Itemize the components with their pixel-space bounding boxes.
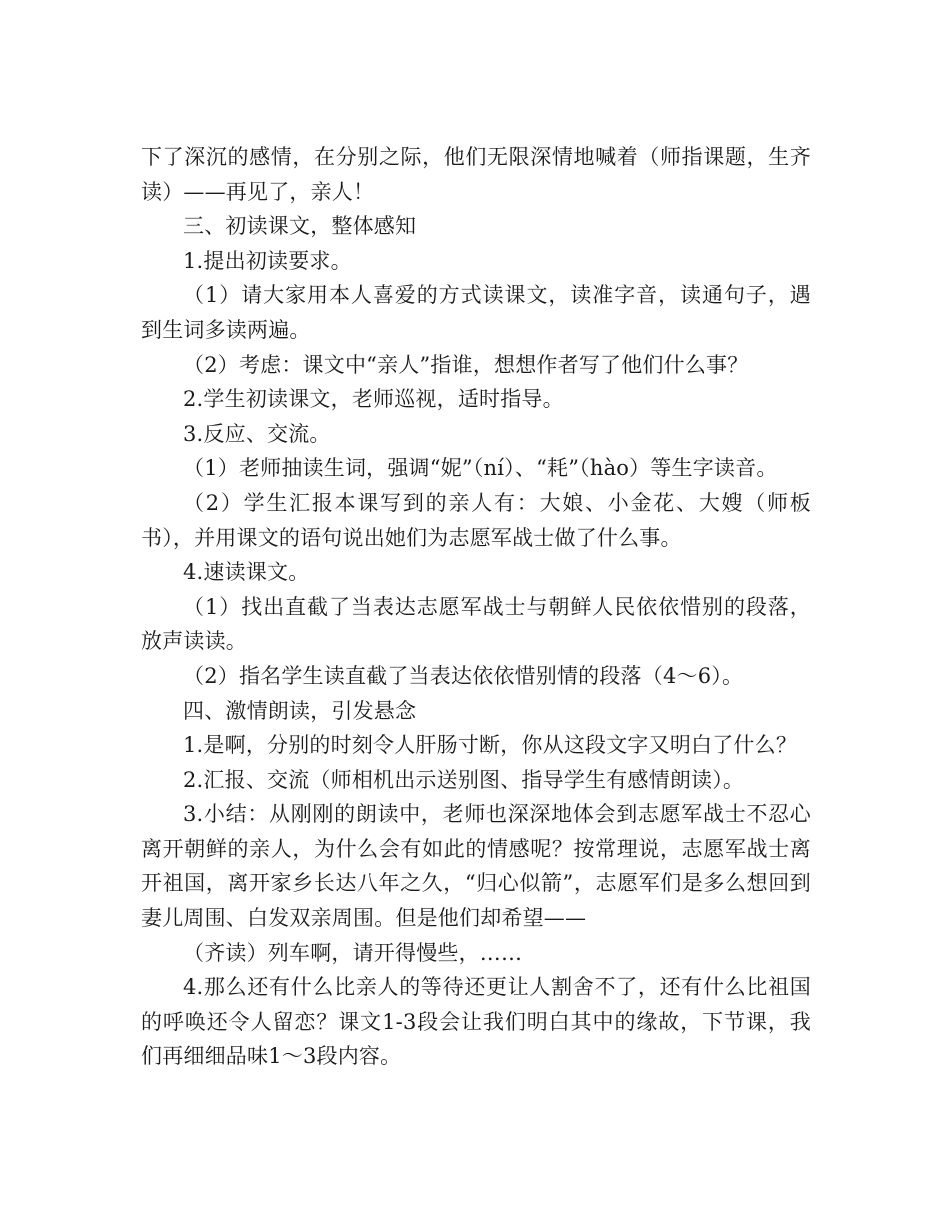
- paragraph-choral-reading: （齐读）列车啊，请开得慢些，……: [183, 940, 523, 965]
- paragraph-continuation: 下了深沉的感情，在分别之际，他们无限深情地喊着（师指课题，生齐读）——再见了，亲人！: [141, 145, 811, 204]
- section-heading-3: 三、初读课文，整体感知: [183, 214, 417, 239]
- paragraph-step-1-sub-2: （2）考虑：课文中“亲人”指谁，想想作者写了他们什么事？: [183, 352, 749, 377]
- paragraph-step-3: 3.反应、交流。: [183, 421, 331, 446]
- paragraph-part4-step-2: 2.汇报、交流（师相机出示送别图、指导学生有感情朗读）。: [183, 767, 745, 792]
- paragraph-step-2: 2.学生初读课文，老师巡视，适时指导。: [183, 387, 564, 412]
- paragraph-step-1: 1.提出初读要求。: [183, 248, 352, 273]
- paragraph-step-3-sub-1: （1）老师抽读生词，强调“妮”（ní）、“耗”（hào）等生字读音。: [183, 456, 778, 481]
- paragraph-part4-step-4: 4.那么还有什么比亲人的等待还更让人割舍不了，还有什么比祖国的呼唤还令人留恋？课文1-3段会让我们明白其中的缘故，下节课，我们再细细品味1～3段内容。: [141, 975, 811, 1069]
- paragraph-step-3-sub-2: （2）学生汇报本课写到的亲人有：大娘、小金花、大嫂（师板书），并用课文的语句说出她们为志愿军战士做了什么事。: [141, 490, 811, 550]
- paragraph-part4-step-3: 3.小结：从刚刚的朗读中，老师也深深地体会到志愿军战士不忍心离开朝鲜的亲人，为什么会有如此的情感呢？按常理说，志愿军战士离开祖国，离开家乡长达八年之久，“归心似箭”，志愿军们是多么想回到妻儿周围、白发双亲周围。但是他们却希望——: [141, 802, 811, 931]
- paragraph-part4-step-1: 1.是啊，分别的时刻令人肝肠寸断，你从这段文字又明白了什么？: [183, 733, 798, 758]
- paragraph-step-4-sub-2: （2）指名学生读直截了当表达依依惜别情的段落（4～6）。: [183, 663, 744, 688]
- paragraph-step-4-sub-1: （1）找出直截了当表达志愿军战士与朝鲜人民依依惜别的段落，放声读读。: [141, 594, 811, 654]
- paragraph-step-1-sub-1: （1）请大家用本人喜爱的方式读课文，读准字音，读通句子，遇到生词多读两遍。: [141, 283, 811, 342]
- document-body: [141, 140, 811, 1074]
- section-heading-4: 四、激情朗读，引发悬念: [183, 698, 417, 723]
- paragraph-step-4: 4.速读课文。: [183, 560, 310, 585]
